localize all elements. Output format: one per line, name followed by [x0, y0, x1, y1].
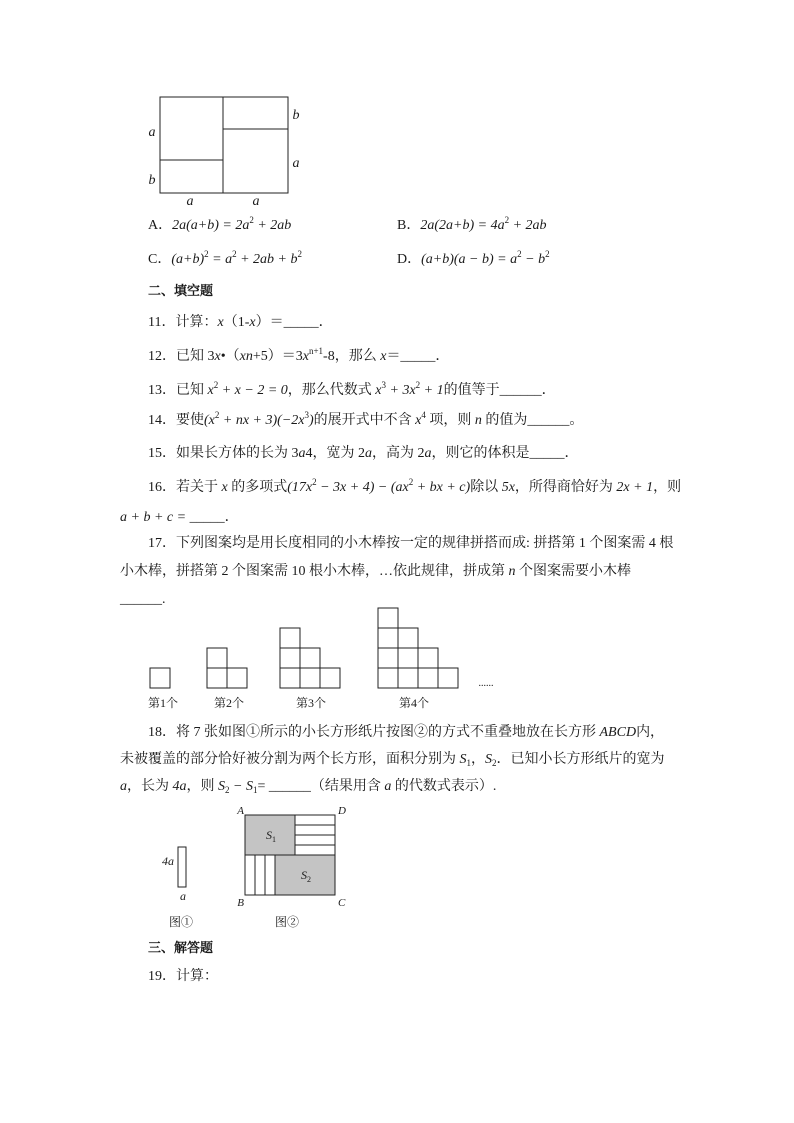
question-11	[148, 313, 333, 333]
question-16-line-1-text: 的多项式	[227, 480, 288, 495]
question-13	[148, 381, 556, 401]
pattern-4-square	[378, 668, 398, 688]
label-bottom-a-2: a	[252, 194, 260, 209]
pattern-ellipsis: ......	[478, 678, 494, 689]
pattern-3-square	[280, 668, 300, 688]
pattern-4-square	[378, 608, 398, 628]
question-13-math: + 1	[420, 383, 444, 398]
option-c-math: (a+b)	[171, 252, 205, 267]
question-13-math: + x − 2 = 0	[218, 383, 288, 398]
question-14-math: n	[474, 413, 482, 428]
outer-rectangle	[160, 97, 288, 193]
region-s1-sub: 1	[272, 835, 276, 844]
question-12-math: x	[214, 349, 221, 364]
label-right-a: a	[292, 156, 300, 171]
question-16-line-2	[120, 508, 239, 528]
question-18-line-3-text: = ______（结果用含	[257, 779, 385, 794]
question-14-superscript: 3	[304, 410, 309, 420]
question-18-line-3	[120, 777, 496, 797]
option-c-superscript: 2	[204, 249, 209, 259]
question-14-text: 项，则	[425, 413, 475, 428]
question-14-math: x	[415, 413, 422, 428]
question-12-math: xn	[239, 349, 253, 364]
option-c-text: C．	[148, 252, 172, 267]
question-13-text: 13．已知	[148, 383, 208, 398]
question-16-line-1-text: 16．若关于	[148, 480, 222, 495]
question-14-text: 的值为______。	[481, 413, 584, 428]
question-19-text: 19．计算：	[148, 969, 218, 984]
question-14-text: 14．要使	[148, 413, 204, 428]
pattern-4-square	[398, 668, 418, 688]
question-18-line-2-text: 未被覆盖的部分恰好被分割为两个长方形，面积分别为	[120, 752, 460, 767]
vertex-a-label: A	[237, 805, 244, 817]
question-15-math: a	[424, 446, 432, 461]
figure-stick-patterns	[140, 600, 500, 712]
question-13-superscript: 2	[415, 380, 421, 390]
question-13-math: x	[375, 383, 382, 398]
option-d-math: (a+b)(a − b) = a	[421, 252, 518, 267]
figure-area-diagram	[140, 88, 310, 213]
question-19	[148, 967, 218, 987]
question-18-line-2	[120, 750, 665, 770]
option-b-math: 2a(2a+b) = 4a	[420, 218, 505, 233]
pattern-4-square	[418, 668, 438, 688]
question-18-line-2-subscript: 2	[492, 758, 497, 768]
pattern-2-square	[207, 648, 227, 668]
question-16-line-1-math: 2x + 1	[616, 480, 654, 495]
option-d-superscript: 2	[545, 249, 550, 259]
question-13-superscript: 2	[213, 380, 219, 390]
question-15-math: a	[298, 446, 306, 461]
question-15-text: ，则它的体积是_____．	[431, 446, 579, 461]
question-14-math: )	[308, 413, 314, 428]
region-s1-main: S	[266, 828, 272, 842]
option-a-math: + 2ab	[253, 218, 292, 233]
option-c-superscript: 2	[232, 249, 237, 259]
question-18-line-2-text: ，	[471, 752, 485, 767]
question-18-line-1	[148, 723, 664, 743]
question-12-text: ＝_____．	[386, 349, 450, 364]
question-16-line-1-text: ，所得商恰好为	[514, 480, 617, 495]
question-15-text: 4，宽为 2	[305, 446, 365, 461]
question-11-text: （1-	[223, 315, 250, 330]
option-a	[148, 216, 291, 236]
pattern-squares	[150, 608, 458, 688]
region-s2-main: S	[301, 868, 307, 882]
question-16-line-1-math: + bx + c)	[413, 480, 471, 495]
question-11-math: x	[217, 315, 224, 330]
question-17-line-3-text: ______.	[120, 592, 166, 607]
option-a-superscript: 2	[249, 215, 254, 225]
question-13-math: + 3x	[386, 383, 416, 398]
pattern-label-2: 第2个	[213, 696, 245, 710]
question-12-text: -8，那么	[323, 349, 381, 364]
question-18-line-3-math: a	[384, 779, 392, 794]
question-17-line-2-text: 小木棒，拼搭第 2 个图案需 10 根小木棒，…依此规律，拼成第	[120, 564, 509, 579]
question-11-text: ）＝_____．	[255, 315, 333, 330]
question-17-line-2-math: n	[508, 564, 516, 579]
question-16-line-1-text: ，则	[653, 480, 682, 495]
question-16-line-1-superscript: 2	[408, 477, 414, 487]
pattern-1-square	[150, 668, 170, 688]
option-a-text: A．	[148, 218, 173, 233]
question-18-line-3-math: S	[218, 779, 225, 794]
question-12-superscript: n+1	[308, 346, 324, 356]
option-d-text: D．	[397, 252, 422, 267]
option-d-superscript: 2	[517, 249, 522, 259]
question-18-line-2-math: S	[459, 752, 467, 767]
question-12-math: x	[380, 349, 387, 364]
question-18-line-3-text: ，则	[186, 779, 218, 794]
question-14-text: 的展开式中不含	[313, 413, 416, 428]
option-d-math: − b	[521, 252, 546, 267]
question-18-line-3-math: − S	[229, 779, 253, 794]
question-15-math: a	[365, 446, 372, 461]
question-18-line-2-math: S	[485, 752, 492, 767]
section-fill-in-heading	[148, 281, 213, 301]
small-piece-width-label: a	[180, 889, 186, 903]
question-18-line-1-math: ABCD	[599, 725, 637, 740]
label-right-b: b	[292, 108, 300, 123]
question-17-line-1-text: 17．下列图案均是用长度相同的小木棒按一定的规律拼搭而成: 拼搭第 1 个图案需 4 根	[148, 536, 674, 551]
section-answer-heading	[148, 938, 213, 958]
question-13-superscript: 3	[381, 380, 386, 390]
question-12-text: •（	[220, 349, 240, 364]
question-18-line-1-text: 18．将 7 张如图①所示的小长方形纸片按图②的方式不重叠地放在长方形	[148, 725, 600, 740]
small-piece-length-label: 4a	[162, 854, 174, 868]
question-15-text: ，高为 2	[372, 446, 425, 461]
question-12-math: x	[302, 349, 309, 364]
option-b	[397, 216, 547, 236]
question-12-text: +5）＝3	[252, 349, 303, 364]
pattern-2-square	[227, 668, 247, 688]
question-11-text: 11．计算：	[148, 315, 218, 330]
caption-figure-2: 图②	[274, 915, 300, 929]
option-c-math: = a	[208, 252, 233, 267]
section-answer-heading-text: 三、解答题	[148, 940, 214, 955]
option-c-math: + 2ab + b	[236, 252, 298, 267]
question-16-line-1-text: 除以	[470, 480, 502, 495]
pattern-4-square	[438, 668, 458, 688]
section-fill-in-heading-text: 二、填空题	[148, 283, 214, 298]
option-b-superscript: 2	[504, 215, 510, 225]
pattern-4-square	[378, 628, 398, 648]
question-18-line-3-text: ，长为	[127, 779, 173, 794]
option-c	[148, 250, 302, 270]
question-14-math: (x	[204, 413, 215, 428]
question-17-line-1	[148, 534, 673, 554]
question-14	[148, 411, 583, 431]
option-c-superscript: 2	[297, 249, 302, 259]
question-15-text: 15．如果长方体的长为 3	[148, 446, 299, 461]
figure-rectangle-pieces	[150, 800, 360, 930]
pattern-4-square	[398, 628, 418, 648]
question-18-line-3-math: 4a	[172, 779, 187, 794]
question-15	[148, 444, 579, 464]
pattern-2-square	[207, 668, 227, 688]
question-18-line-2-subscript: 1	[466, 758, 471, 768]
option-d	[397, 250, 550, 270]
question-13-text: 的值等于______．	[443, 383, 556, 398]
question-18-line-3-subscript: 1	[252, 785, 258, 795]
pattern-4-square	[398, 648, 418, 668]
pattern-4-square	[418, 648, 438, 668]
question-16-line-1-math: − 3x + 4) − (ax	[316, 480, 409, 495]
question-14-math: + nx + 3)(−2x	[219, 413, 305, 428]
question-12	[148, 347, 449, 367]
question-16-line-1	[148, 478, 681, 498]
region-s2-sub: 2	[307, 875, 311, 884]
question-16-line-2-math: a + b + c =	[120, 510, 190, 525]
question-14-superscript: 4	[421, 410, 426, 420]
question-13-math: x	[207, 383, 214, 398]
question-12-text: 12．已知 3	[148, 349, 215, 364]
option-b-math: + 2ab	[509, 218, 547, 233]
question-18-line-2-text: ．已知小长方形纸片的宽为	[496, 752, 665, 767]
question-16-line-1-math: x	[221, 480, 228, 495]
question-18-line-3-text: 的代数式表示）.	[391, 779, 497, 794]
pattern-3-square	[280, 648, 300, 668]
pattern-label-3: 第3个	[295, 696, 327, 710]
label-left-b: b	[148, 173, 156, 188]
question-17-line-2-text: 个图案需要小木棒	[515, 564, 631, 579]
option-b-text: B．	[397, 218, 421, 233]
question-14-superscript: 2	[214, 410, 220, 420]
question-16-line-1-math: 5x	[501, 480, 515, 495]
label-bottom-a-1: a	[186, 194, 194, 209]
question-13-text: ，那么代数式	[287, 383, 376, 398]
vertex-c-label: C	[338, 897, 346, 909]
vertex-b-label: B	[237, 897, 244, 909]
question-16-line-1-superscript: 2	[312, 477, 317, 487]
option-a-math: 2a(a+b) = 2a	[172, 218, 250, 233]
pattern-3-square	[320, 668, 340, 688]
label-left-a: a	[148, 125, 156, 140]
pattern-4-square	[378, 648, 398, 668]
pattern-3-square	[300, 668, 320, 688]
question-16-line-1-math: (17x	[287, 480, 313, 495]
question-18-line-3-subscript: 2	[225, 785, 230, 795]
question-18-line-3-math: a	[120, 779, 127, 794]
pattern-label-4: 第4个	[398, 696, 430, 710]
vertex-d-label: D	[338, 805, 346, 817]
question-16-line-2-text: _____．	[189, 510, 239, 525]
question-17-line-2	[120, 562, 631, 582]
caption-figure-1: 图①	[168, 915, 194, 929]
small-piece	[178, 847, 186, 887]
pattern-3-square	[300, 648, 320, 668]
question-11-math: x	[249, 315, 256, 330]
pattern-3-square	[280, 628, 300, 648]
question-18-line-1-text: 内，	[636, 725, 665, 740]
pattern-label-1: 第1个	[147, 696, 179, 710]
